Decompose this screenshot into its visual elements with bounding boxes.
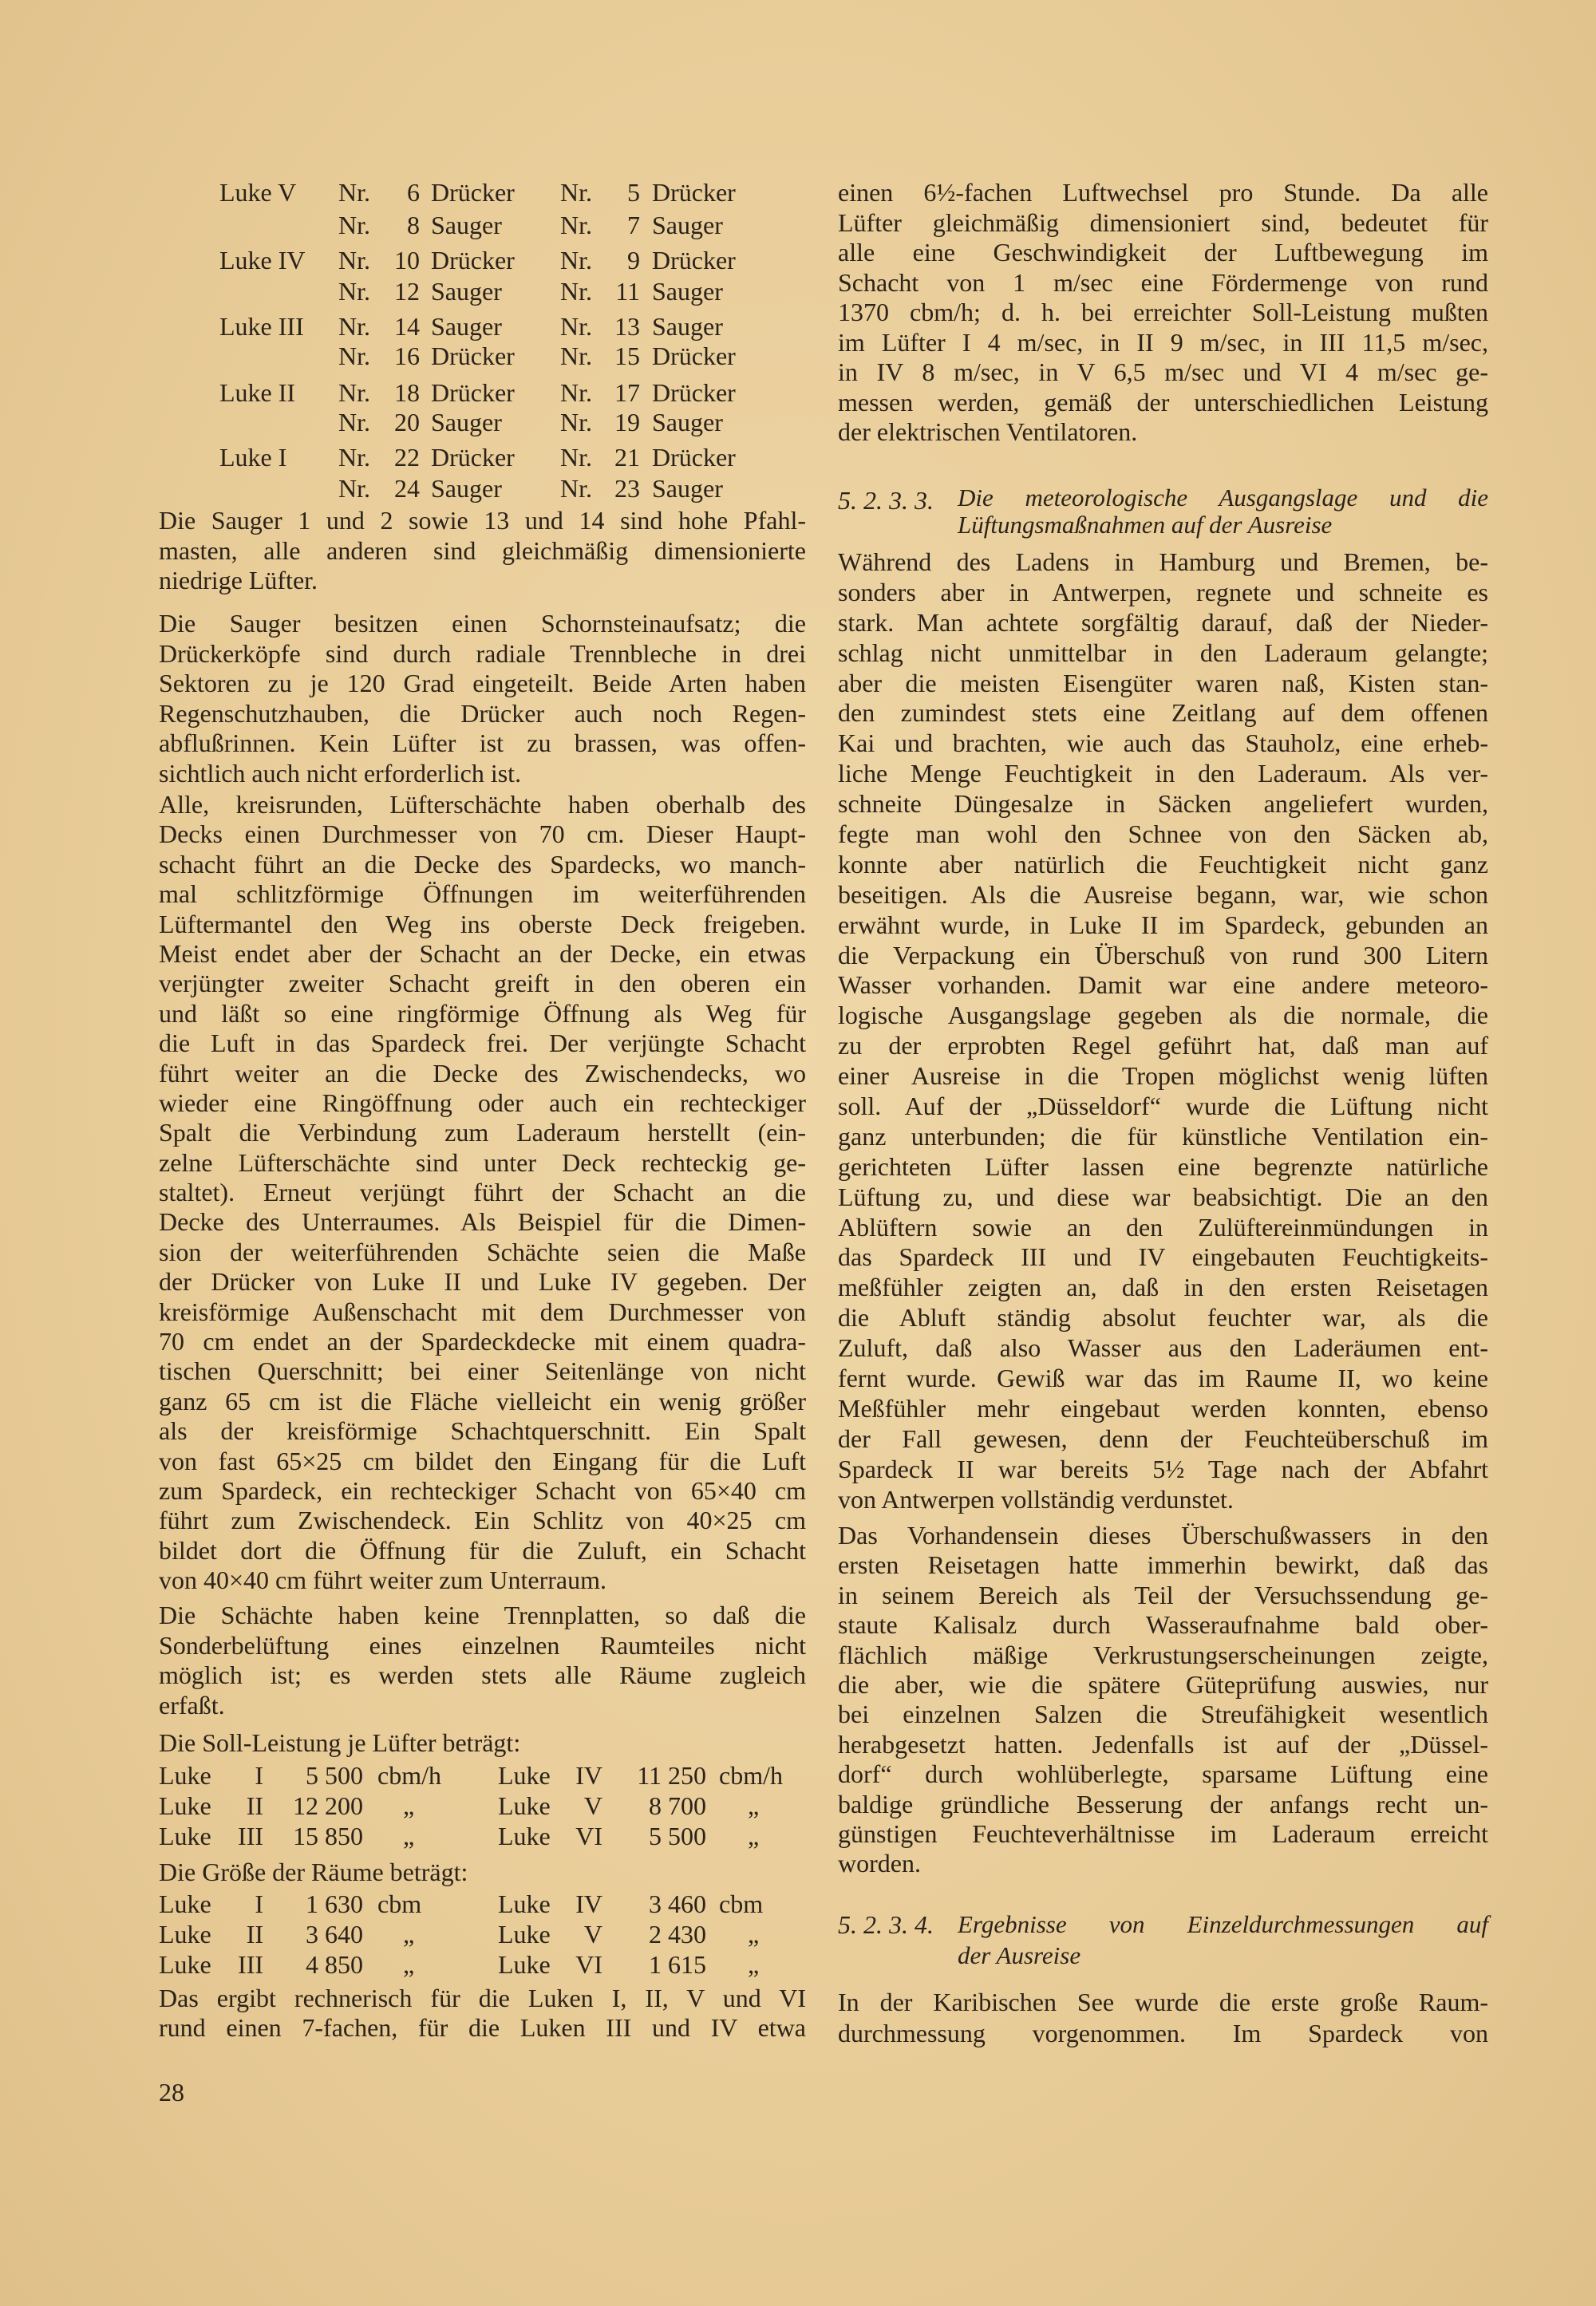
fan-type: Sauger bbox=[431, 474, 502, 503]
text-line: stark. Man achtete sorgfältig darauf, daß der Nieder- bbox=[838, 607, 1488, 637]
fan-number: 6 bbox=[407, 178, 420, 207]
text-line: ganz 65 cm ist die Fläche vielleicht ein wenig größer bbox=[159, 1386, 806, 1416]
fan-nr-label: Nr. bbox=[338, 178, 370, 207]
fan-nr-label: Nr. bbox=[338, 211, 370, 239]
text-line: Decke des Unterraumes. Als Beispiel für die Dimen- bbox=[159, 1207, 806, 1237]
value-table-row bbox=[0, 1949, 798, 1979]
text-line: von 40×40 cm führt weiter zum Unterraum. bbox=[159, 1566, 606, 1595]
fan-number: 22 bbox=[394, 443, 420, 472]
text-line: der elektrischen Ventilatoren. bbox=[838, 417, 1138, 446]
text-line: 1370 cbm/h; d. h. bei erreichter Soll-Leistung mußten bbox=[838, 298, 1488, 326]
value: 2 430 bbox=[649, 1920, 706, 1949]
heading-line: der Ausreise bbox=[958, 1941, 1081, 1969]
fan-nr-label: Nr. bbox=[560, 312, 592, 341]
text-line: dorf“ durch wohlüberlegte, sparsame Lüftung eine bbox=[838, 1759, 1488, 1789]
fan-nr-label: Nr. bbox=[338, 312, 370, 341]
text-line: erwähnt wurde, in Luke II im Spardeck, gebunden an bbox=[838, 910, 1488, 939]
fan-nr-label: Nr. bbox=[560, 474, 592, 503]
text-line: mal schlitzförmige Öffnungen im weiterführenden bbox=[159, 879, 806, 909]
fan-type: Sauger bbox=[652, 277, 723, 306]
text-line: der Fall gewesen, denn der Feuchteüberschuß im bbox=[838, 1423, 1488, 1453]
luke-label: Luke bbox=[498, 1950, 551, 1979]
fan-table-row bbox=[0, 441, 798, 473]
text-line: Die Sauger besitzen einen Schornsteinaufsatz; die bbox=[159, 609, 806, 638]
fan-type: Drücker bbox=[652, 342, 736, 370]
text-line: im Lüfter I 4 m/sec, in II 9 m/sec, in III 11,5 m/sec, bbox=[838, 327, 1488, 357]
fan-number: 17 bbox=[614, 378, 640, 407]
luke-label: Luke bbox=[159, 1822, 211, 1850]
fan-nr-label: Nr. bbox=[338, 408, 370, 436]
text-line: alle eine Geschwindigkeit der Luftbewegung im bbox=[838, 238, 1488, 267]
text-line: Lüfter gleichmäßig dimensioniert sind, bedeutet für bbox=[838, 207, 1488, 237]
text-line: die aber, wie die spätere Güteprüfung auswies, nur bbox=[838, 1669, 1488, 1699]
fan-nr-label: Nr. bbox=[338, 277, 370, 306]
luke-label: Luke bbox=[498, 1822, 551, 1850]
fan-table-row bbox=[0, 176, 798, 208]
text-line: abflußrinnen. Kein Lüfter ist zu brassen, was offen- bbox=[159, 729, 806, 757]
text-line: staltet). Erneut verjüngt führt der Schacht an die bbox=[159, 1178, 806, 1207]
fan-number: 13 bbox=[614, 312, 640, 341]
value: 11 250 bbox=[637, 1761, 706, 1790]
paragraph bbox=[159, 506, 806, 596]
text-line: Kai und brachten, wie auch das Stauholz, eine erheb- bbox=[838, 729, 1488, 758]
table-intro: Die Soll-Leistung je Lüfter beträgt: bbox=[159, 1728, 521, 1757]
roman-numeral: II bbox=[246, 1791, 263, 1820]
text-line: meßfühler zeigten an, daß in den ersten Reisetagen bbox=[838, 1273, 1488, 1302]
heading-line: Lüftungsmaßnahmen auf der Ausreise bbox=[958, 511, 1333, 539]
text-line: Decks einen Durchmesser von 70 cm. Dieser Haupt- bbox=[159, 819, 806, 849]
fan-table-row bbox=[0, 406, 798, 438]
text-line: logische Ausgangslage gegeben als die normale, die bbox=[838, 1001, 1488, 1030]
text-line: und läßt so eine ringförmige Öffnung als Weg für bbox=[159, 998, 806, 1028]
text-line: bei einzelnen Salzen die Streufähigkeit wesentlich bbox=[838, 1700, 1488, 1729]
fan-table-row bbox=[0, 472, 798, 504]
fan-table-row bbox=[0, 340, 798, 372]
text-line: herabgesetzt hatten. Jedenfalls ist auf der „Düssel- bbox=[838, 1729, 1488, 1759]
text-line: liche Menge Feuchtigkeit in den Laderaum. Als ver- bbox=[838, 759, 1488, 788]
text-line: schacht führt an die Decke des Spardecks, wo manch- bbox=[159, 849, 806, 879]
fan-type: Drücker bbox=[652, 378, 736, 407]
section-number: 5. 2. 3. 3. bbox=[838, 486, 934, 515]
text-line: in IV 8 m/sec, in V 6,5 m/sec und VI 4 m/sec ge- bbox=[838, 357, 1488, 386]
fan-nr-label: Nr. bbox=[560, 408, 592, 436]
section-title bbox=[958, 484, 1488, 539]
fan-number: 19 bbox=[614, 408, 640, 436]
fan-nr-label: Nr. bbox=[338, 342, 370, 370]
text-line: sonders aber in Antwerpen, regnete und schneite es bbox=[838, 577, 1488, 606]
paragraph bbox=[838, 1987, 1488, 2048]
roman-numeral: VI bbox=[575, 1822, 602, 1850]
fan-table-row bbox=[0, 209, 798, 241]
value-table-row bbox=[0, 1888, 798, 1918]
unit: cbm bbox=[719, 1889, 764, 1918]
text-line: von fast 65×25 cm bildet den Eingang für die Luft bbox=[159, 1446, 806, 1475]
text-line: Die Sauger 1 und 2 sowie 13 und 14 sind hohe Pfahl- bbox=[159, 506, 806, 535]
hatch-label: Luke III bbox=[219, 312, 304, 341]
value: 8 700 bbox=[649, 1791, 706, 1820]
value: 4 850 bbox=[306, 1950, 363, 1979]
unit: „ bbox=[403, 1822, 415, 1850]
text-line: niedrige Lüfter. bbox=[159, 566, 318, 594]
text-line: wieder eine Ringöffnung oder auch ein rechteckiger bbox=[159, 1088, 806, 1117]
text-line: In der Karibischen See wurde die erste große Raum- bbox=[838, 1988, 1488, 2016]
text-line: die Abluft ständig absolut feuchter war, als die bbox=[838, 1303, 1488, 1333]
value-table-row bbox=[0, 1820, 798, 1850]
value: 5 500 bbox=[306, 1761, 363, 1790]
luke-label: Luke bbox=[498, 1791, 551, 1820]
luke-label: Luke bbox=[159, 1761, 211, 1790]
table-intro: Die Größe der Räume beträgt: bbox=[159, 1858, 468, 1886]
text-line: sion der weiterführenden Schächte seien die Maße bbox=[159, 1237, 806, 1266]
section-title bbox=[958, 1909, 1488, 1971]
text-line: staute Kalisalz durch Wasseraufnahme bald ober- bbox=[838, 1610, 1488, 1640]
roman-numeral: III bbox=[238, 1950, 263, 1979]
text-line: Regenschutzhauben, die Drücker auch noch Regen- bbox=[159, 698, 806, 728]
unit: „ bbox=[403, 1950, 415, 1979]
fan-type: Sauger bbox=[652, 312, 723, 341]
text-line: einer Ausreise in die Tropen möglichst wenig lüften bbox=[838, 1061, 1488, 1091]
fan-number: 16 bbox=[394, 342, 420, 370]
text-line: Sonderbelüftung eines einzelnen Raumteiles nicht bbox=[159, 1630, 806, 1660]
text-line: worden. bbox=[838, 1849, 921, 1878]
text-line: Spardeck II war bereits 5½ Tage nach der Abfahrt bbox=[838, 1454, 1488, 1483]
fan-number: 24 bbox=[394, 474, 420, 503]
text-line: baldige gründliche Besserung der anfangs recht un- bbox=[838, 1789, 1488, 1818]
value: 12 200 bbox=[293, 1791, 363, 1820]
fan-nr-label: Nr. bbox=[560, 443, 592, 472]
luke-label: Luke bbox=[159, 1950, 211, 1979]
unit: „ bbox=[403, 1791, 415, 1820]
fan-type: Sauger bbox=[652, 211, 723, 239]
text-line: masten, alle anderen sind gleichmäßig dimensionierte bbox=[159, 535, 806, 565]
text-line: sichtlich auch nicht erforderlich ist. bbox=[159, 758, 522, 788]
fan-number: 14 bbox=[394, 312, 420, 341]
text-line: als der kreisförmige Schachtquerschnitt. Ein Spalt bbox=[159, 1416, 806, 1446]
text-line: erfaßt. bbox=[159, 1690, 225, 1720]
fan-type: Sauger bbox=[652, 474, 723, 503]
luke-label: Luke bbox=[159, 1791, 211, 1820]
fan-type: Sauger bbox=[431, 312, 502, 341]
text-line: soll. Auf der „Düsseldorf“ wurde die Lüftung nicht bbox=[838, 1092, 1488, 1121]
text-line: messen werden, gemäß der unterschiedlichen Leistung bbox=[838, 387, 1488, 417]
heading-line: Ergebnisse von Einzeldurchmessungen auf bbox=[958, 1910, 1488, 1938]
fan-nr-label: Nr. bbox=[560, 378, 592, 407]
fan-table-row bbox=[0, 377, 798, 409]
text-line: beseitigen. Als die Ausreise begann, war, wie schon bbox=[838, 879, 1488, 909]
fan-number: 15 bbox=[614, 342, 640, 370]
value: 5 500 bbox=[649, 1822, 706, 1850]
roman-numeral: IV bbox=[575, 1889, 602, 1918]
fan-table-row bbox=[0, 244, 798, 276]
text-line: Drückerköpfe sind durch radiale Trennbleche in drei bbox=[159, 638, 806, 668]
text-line: Ablüftern sowie an den Zulüftereinmündungen in bbox=[838, 1212, 1488, 1242]
text-line: möglich ist; es werden stets alle Räume zugleich bbox=[159, 1660, 806, 1689]
fan-table-row bbox=[0, 310, 798, 342]
text-line: 70 cm endet an der Spardeckdecke mit einem quadra- bbox=[159, 1327, 806, 1356]
text-line: führt weiter an die Decke des Zwischendecks, wo bbox=[159, 1058, 806, 1088]
text-line: kreisförmige Außenschacht mit dem Durchmesser von bbox=[159, 1297, 806, 1326]
fan-table-row bbox=[0, 275, 798, 307]
fan-type: Drücker bbox=[652, 443, 736, 472]
text-line: Meist endet aber der Schacht an der Decke, ein etwas bbox=[159, 938, 806, 968]
text-line: konnte aber natürlich die Feuchtigkeit nicht ganz bbox=[838, 849, 1488, 879]
fan-type: Drücker bbox=[652, 178, 736, 207]
fan-number: 10 bbox=[394, 246, 420, 274]
text-line: Das ergibt rechnerisch für die Luken I, II, V und VI bbox=[159, 1984, 806, 2012]
text-line: durchmessung vorgenommen. Im Spardeck von bbox=[838, 2018, 1488, 2047]
text-line: Während des Ladens in Hamburg und Bremen, be- bbox=[838, 547, 1488, 576]
fan-type: Drücker bbox=[652, 246, 736, 274]
text-line: der Drücker von Luke II und Luke IV gegeben. Der bbox=[159, 1267, 806, 1297]
roman-numeral: I bbox=[255, 1761, 263, 1790]
text-line: Spalt die Verbindung zum Laderaum herstellt (ein- bbox=[159, 1118, 806, 1147]
value: 15 850 bbox=[293, 1822, 363, 1850]
text-line: Das Vorhandensein dieses Überschußwassers in den bbox=[838, 1521, 1488, 1550]
text-line: zelne Lüfterschächte sind unter Deck rechteckig ge- bbox=[159, 1147, 806, 1177]
text-line: schlag nicht unmittelbar in den Laderaum gelangte; bbox=[838, 638, 1488, 667]
fan-type: Sauger bbox=[431, 277, 502, 306]
paragraph bbox=[159, 1601, 806, 1720]
fan-number: 23 bbox=[614, 474, 640, 503]
text-line: zum Spardeck, ein rechteckiger Schacht von 65×40 cm bbox=[159, 1475, 806, 1505]
luke-label: Luke bbox=[159, 1889, 211, 1918]
text-line: schneite Düngesalze in Säcken angeliefert wurden, bbox=[838, 789, 1488, 819]
fan-nr-label: Nr. bbox=[560, 211, 592, 239]
unit: „ bbox=[403, 1920, 415, 1949]
text-line: gerichteten Lüfter lassen eine begrenzte natürliche bbox=[838, 1151, 1488, 1181]
paragraph bbox=[838, 547, 1488, 1515]
text-line: Schacht von 1 m/sec eine Fördermenge von rund bbox=[838, 267, 1488, 297]
fan-nr-label: Nr. bbox=[560, 277, 592, 306]
fan-number: 5 bbox=[627, 178, 640, 207]
paragraph bbox=[838, 178, 1488, 448]
page-number: 28 bbox=[159, 2078, 184, 2107]
value: 3 460 bbox=[649, 1889, 706, 1918]
fan-nr-label: Nr. bbox=[338, 474, 370, 503]
luke-label: Luke bbox=[498, 1920, 551, 1949]
text-line: Zuluft, daß also Wasser aus den Laderäumen ent- bbox=[838, 1333, 1488, 1363]
text-line: ganz unterbunden; die für künstliche Ventilation ein- bbox=[838, 1121, 1488, 1151]
fan-number: 12 bbox=[394, 277, 420, 306]
text-line: bildet dort die Öffnung für die Zuluft, ein Schacht bbox=[159, 1535, 806, 1565]
fan-type: Sauger bbox=[652, 408, 723, 436]
unit: cbm bbox=[377, 1889, 422, 1918]
hatch-label: Luke II bbox=[219, 378, 296, 407]
fan-number: 8 bbox=[407, 211, 420, 239]
value: 3 640 bbox=[306, 1920, 363, 1949]
luke-label: Luke bbox=[498, 1889, 551, 1918]
unit: „ bbox=[748, 1950, 760, 1979]
roman-numeral: III bbox=[238, 1822, 263, 1850]
hatch-label: Luke V bbox=[219, 178, 297, 207]
fan-type: Sauger bbox=[431, 211, 502, 239]
fan-type: Drücker bbox=[431, 342, 515, 370]
fan-number: 18 bbox=[394, 378, 420, 407]
hatch-label: Luke IV bbox=[219, 246, 306, 274]
text-line: ersten Reisetagen hatte immerhin bewirkt, daß das bbox=[838, 1550, 1488, 1580]
fan-type: Sauger bbox=[431, 408, 502, 436]
roman-numeral: IV bbox=[575, 1761, 602, 1790]
text-line: flächlich mäßige Verkrustungserscheinungen zeigte, bbox=[838, 1640, 1488, 1669]
fan-type: Drücker bbox=[431, 443, 515, 472]
text-line: Meßfühler mehr eingebaut werden konnten, ebenso bbox=[838, 1393, 1488, 1423]
text-line: führt zum Zwischendeck. Ein Schlitz von 40×25 cm bbox=[159, 1506, 806, 1535]
fan-type: Drücker bbox=[431, 378, 515, 407]
text-line: Wasser vorhanden. Damit war eine andere meteoro- bbox=[838, 970, 1488, 1000]
value-table-row bbox=[0, 1759, 798, 1790]
unit: cbm/h bbox=[377, 1761, 441, 1790]
roman-numeral: VI bbox=[575, 1950, 602, 1979]
text-line: Lüftung zu, und diese war beabsichtigt. Die an den bbox=[838, 1182, 1488, 1211]
text-line: verjüngter zweiter Schacht greift in den oberen ein bbox=[159, 969, 806, 998]
text-line: aber die meisten Eisengüter waren naß, Kisten stan- bbox=[838, 668, 1488, 697]
roman-numeral: V bbox=[583, 1791, 602, 1820]
unit: cbm/h bbox=[719, 1761, 783, 1790]
fan-nr-label: Nr. bbox=[560, 342, 592, 370]
value: 1 630 bbox=[306, 1889, 363, 1918]
text-line: zu der erprobten Regel geführt hat, daß man auf bbox=[838, 1031, 1488, 1060]
fan-type: Drücker bbox=[431, 246, 515, 274]
fan-nr-label: Nr. bbox=[560, 178, 592, 207]
unit: „ bbox=[748, 1822, 760, 1850]
fan-number: 21 bbox=[614, 443, 640, 472]
roman-numeral: II bbox=[246, 1920, 263, 1949]
text-line: Sektoren zu je 120 Grad eingeteilt. Beide Arten haben bbox=[159, 669, 806, 697]
text-line: einen 6½-fachen Luftwechsel pro Stunde. Da alle bbox=[838, 178, 1488, 207]
text-line: den zumindest stets eine Zeitlang auf dem offenen bbox=[838, 698, 1488, 728]
paragraph bbox=[159, 609, 806, 788]
fan-nr-label: Nr. bbox=[338, 443, 370, 472]
text-line: günstigen Feuchteverhältnisse im Laderaum erreicht bbox=[838, 1818, 1488, 1848]
hatch-label: Luke I bbox=[219, 443, 287, 472]
text-line: die Verpackung ein Überschuß von rund 300 Litern bbox=[838, 940, 1488, 969]
text-line: die Luft in das Spardeck frei. Der verjüngte Schacht bbox=[159, 1029, 806, 1058]
text-line: tischen Querschnitt; bei einer Seitenlänge von nicht bbox=[159, 1356, 806, 1386]
paragraph bbox=[159, 1984, 806, 2043]
luke-label: Luke bbox=[159, 1920, 211, 1949]
text-line: rund einen 7-fachen, für die Luken III und IV etwa bbox=[159, 2013, 806, 2042]
section-number: 5. 2. 3. 4. bbox=[838, 1910, 934, 1939]
fan-type: Drücker bbox=[431, 178, 515, 207]
fan-nr-label: Nr. bbox=[338, 378, 370, 407]
text-line: das Spardeck III und IV eingebauten Feuchtigkeits- bbox=[838, 1242, 1488, 1272]
fan-nr-label: Nr. bbox=[338, 246, 370, 274]
paragraph bbox=[159, 790, 806, 1596]
fan-number: 11 bbox=[615, 277, 640, 306]
roman-numeral: I bbox=[255, 1889, 263, 1918]
roman-numeral: V bbox=[583, 1920, 602, 1949]
value: 1 615 bbox=[649, 1950, 706, 1979]
fan-number: 20 bbox=[394, 408, 420, 436]
text-line: fernt wurde. Gewiß war das im Raume II, wo keine bbox=[838, 1364, 1488, 1393]
text-line: Die Schächte haben keine Trennplatten, so daß die bbox=[159, 1601, 806, 1629]
paragraph bbox=[838, 1521, 1488, 1879]
fan-number: 9 bbox=[627, 246, 640, 274]
value-table-row bbox=[0, 1918, 798, 1949]
text-line: in seinem Bereich als Teil der Versuchssendung ge- bbox=[838, 1580, 1488, 1609]
luke-label: Luke bbox=[498, 1761, 551, 1790]
unit: „ bbox=[748, 1920, 760, 1949]
text-line: Alle, kreisrunden, Lüfterschächte haben oberhalb des bbox=[159, 790, 806, 819]
heading-line: Die meteorologische Ausgangslage und die bbox=[958, 484, 1488, 511]
text-line: fegte man wohl den Schnee von den Säcken ab, bbox=[838, 819, 1488, 849]
text-line: von Antwerpen vollständig verdunstet. bbox=[838, 1484, 1234, 1514]
unit: „ bbox=[748, 1791, 760, 1820]
fan-number: 7 bbox=[627, 211, 640, 239]
fan-nr-label: Nr. bbox=[560, 246, 592, 274]
text-line: Lüftermantel den Weg ins oberste Deck freigeben. bbox=[159, 909, 806, 938]
value-table-row bbox=[0, 1790, 798, 1820]
